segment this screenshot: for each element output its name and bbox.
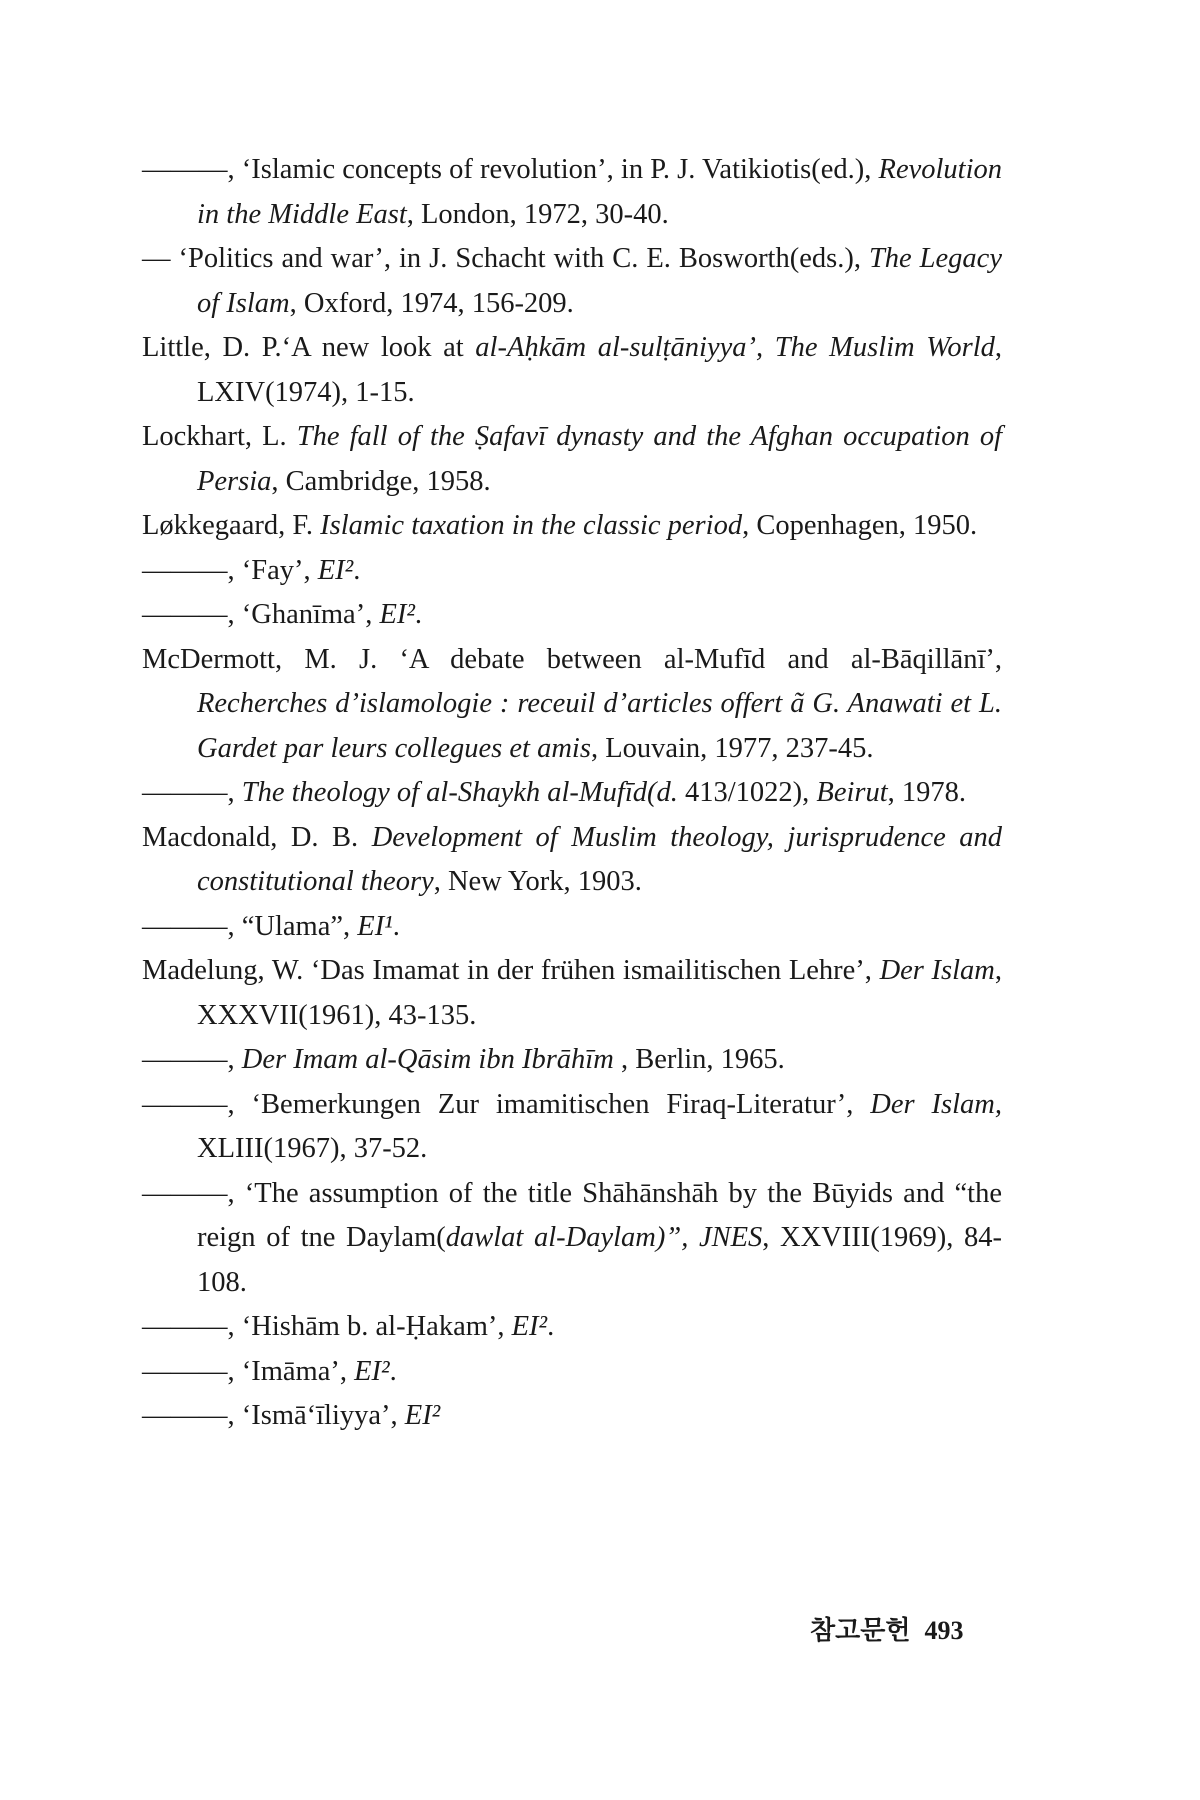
bib-entry: ———, ‘Imāma’, EI². [142,1355,397,1387]
bib-entry: ———, ‘Hishām b. al-Ḥakam’, EI². [142,1311,555,1342]
bib-entry: ———, “Ulama”, EI¹. [142,910,400,942]
bib-entry: Little, D. P.‘A new look at al-Aḥkām al-sulṭāniyya’, The Muslim World, LXIV(1974), 1-15. [142,332,1002,408]
bib-entry: ———, ‘Islamic concepts of revolution’, in P. J. Vatikiotis(ed.), Revolution in the Middle East, London, 1972, 30-40. [142,154,1002,230]
bib-entry: ———, ‘Ismā‘īliyya’, EI² [142,1400,441,1431]
bib-entry: ———, ‘Fay’, EI². [142,554,361,586]
bib-entry: Lockhart, L. The fall of the Ṣafavī dynasty and the Afghan occupation of Persia, Cambridge, 1958. [142,421,1002,497]
bib-entry: Madelung, W. ‘Das Imamat in der frühen ismailitischen Lehre’, Der Islam, XXXVII(1961), 43-135. [142,955,1003,1031]
bib-entry: ———, Der Imam al-Qāsim ibn Ibrāhīm , Berlin, 1965. [142,1044,785,1075]
bib-entry: ———, The theology of al-Shaykh al-Mufīd(d. 413/1022), Beirut, 1978. [142,777,967,808]
bib-entry: Løkkegaard, F. Islamic taxation in the classic period, Copenhagen, 1950. [142,510,978,541]
page-footer [810,1610,963,1647]
bib-entry: Macdonald, D. B. Development of Muslim theology, jurisprudence and constitutional theory, New York, 1903. [142,821,1002,897]
bib-entry: — ‘Politics and war’, in J. Schacht with C. E. Bosworth(eds.), The Legacy of Islam, Oxford, 1974, 156-209. [142,243,1002,319]
bib-entry: ———, ‘Bemerkungen Zur imamitischen Firaq-Literatur’, Der Islam, XLIII(1967), 37-52. [142,1088,1002,1164]
running-footer-title: 참고문헌 [810,1616,911,1646]
bibliography-list [142,148,1002,1439]
bib-entry: ———, ‘The assumption of the title Shāhānshāh by the Būyids and “the reign of tne Daylam(dawlat al-Daylam)”, JNES, XXVIII(1969), 84-108. [142,1177,1002,1298]
bib-entry: McDermott, M. J. ‘A debate between al-Mufīd and al-Bāqillānī’, Recherches d’islamologie : receuil d’articles offert ã G. Anawati et L. Gardet par leurs collegues et amis, Louvain, 1977, 237-45. [142,643,1002,764]
page-number: 493 [924,1616,964,1645]
bib-entry: ———, ‘Ghanīma’, EI². [142,599,423,630]
